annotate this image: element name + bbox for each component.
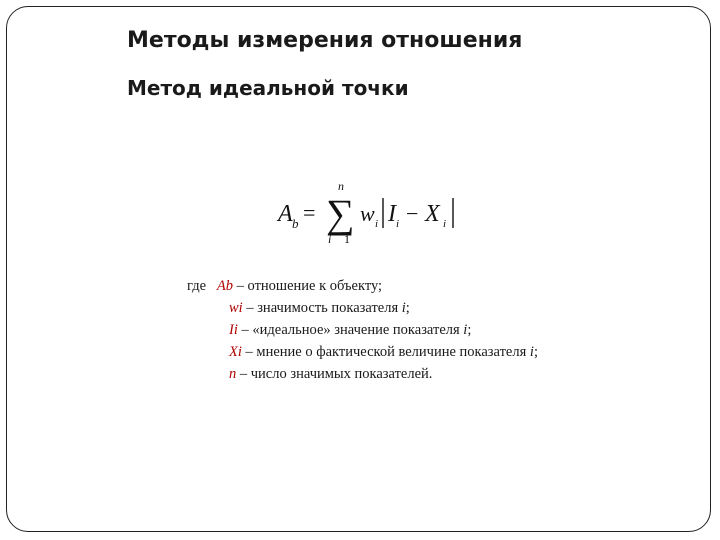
- legend-row-wi: [229, 297, 410, 319]
- legend-row-n: [229, 363, 432, 385]
- legend-text: – мнение о фактической величине показателя: [241, 344, 530, 360]
- formula-X: X: [425, 201, 440, 227]
- formula-sum-lower-i: i: [328, 232, 332, 246]
- legend-symbol: n: [229, 366, 237, 382]
- legend-text: – отношение к объекту;: [233, 278, 383, 294]
- legend-text: – «идеальное» значение показателя: [237, 322, 464, 338]
- slide-title: Методы измерения отношения: [127, 28, 523, 53]
- legend-row-ii: [229, 319, 471, 341]
- formula-I: I: [388, 201, 396, 227]
- formula-sum-lower-1: 1: [344, 232, 350, 246]
- formula-w-sub: i: [375, 218, 379, 230]
- legend-tail: i: [463, 322, 468, 338]
- legend-tail: i: [529, 344, 534, 360]
- formula-lhs-sub: b: [292, 216, 299, 231]
- legend-symbol: Ii: [229, 322, 238, 338]
- formula-equals: =: [303, 200, 316, 225]
- formula-w: w: [360, 201, 375, 226]
- legend-end: ;: [533, 344, 538, 360]
- formula-I-sub: i: [396, 218, 400, 230]
- legend-end: ;: [405, 300, 410, 316]
- legend-symbol: Xi: [229, 344, 242, 360]
- slide-subtitle: Метод идеальной точки: [127, 76, 409, 100]
- legend-prefix: где: [187, 278, 207, 294]
- formula-sum-sign: ∑: [326, 191, 355, 236]
- legend-text: – число значимых показателей.: [236, 366, 433, 382]
- legend-row-xi: [229, 341, 538, 363]
- legend-text: – значимость показателя: [242, 300, 402, 316]
- legend-row-ab: [187, 275, 382, 297]
- formula-lhs: A: [278, 201, 293, 227]
- formula-X-sub: i: [443, 218, 447, 230]
- legend-end: ;: [467, 322, 472, 338]
- legend-symbol: Ab: [216, 278, 234, 294]
- formula-sum-upper: n: [338, 179, 344, 193]
- legend-tail: i: [401, 300, 406, 316]
- ideal-point-formula: [270, 176, 470, 251]
- formula-minus: −: [406, 201, 419, 226]
- legend-symbol: wi: [229, 300, 243, 316]
